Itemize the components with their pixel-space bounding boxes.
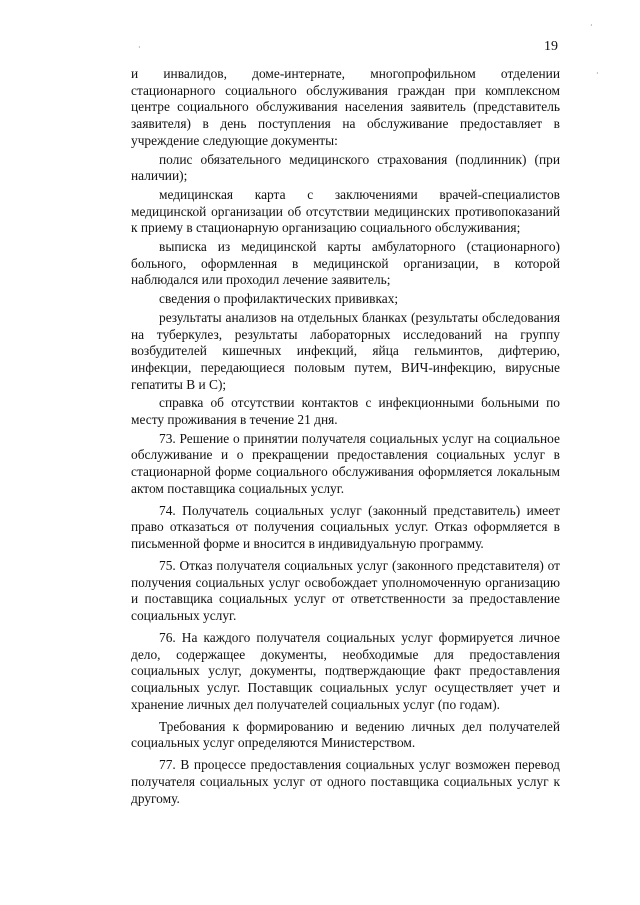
clause-77: 77. В процессе предоставления социальных услуг возможен перевод получателя социальных услуг от одного поставщика социальных услуг к другому. (131, 757, 560, 806)
list-item: результаты анализов на отдельных бланках (результаты обследования на туберкулез, результаты лабораторных исследований на группу возбудителей кишечных инфекций, яйца гельминтов, дифтерию, инфекции, передающиеся половым путем, ВИЧ-инфекцию, вирусные гепатиты В и С); (131, 309, 560, 392)
scan-artifact: · (590, 21, 593, 30)
scan-artifact: · (138, 43, 141, 52)
list-item: полис обязательного медицинского страхования (подлинник) (при наличии); (131, 151, 560, 184)
list-item: выписка из медицинской карты амбулаторного (стационарного) больного, оформленная в медицинской организации, в которой наблюдался или проходил лечение заявитель; (131, 239, 560, 288)
list-item: справка об отсутствии контактов с инфекционными больными по месту проживания в течение 21 дня. (131, 395, 560, 428)
clause-74: 74. Получатель социальных услуг (законный представитель) имеет право отказаться от получения социальных услуг. Отказ оформляется в письменной форме и вносится в индивидуальную программу. (131, 502, 560, 552)
list-item: сведения о профилактических прививках; (159, 291, 399, 307)
clause-76: 76. На каждого получателя социальных услуг формируется личное дело, содержащее документы, необходимые для предоставления социальных услуг, документы, подтверждающие факт предоставления социальных услуг. Поставщик социальных услуг осуществляет учет и хранение личных дел получателей социальных услуг (по годам). (131, 630, 560, 712)
scan-artifact: · (596, 69, 599, 78)
clause-73: 73. Решение о принятии получателя социальных услуг на социальное обслуживание и о прекращении предоставления социальных услуг в стационарной форме социального обслуживания оформляется локальным актом поставщика социальных услуг. (131, 430, 560, 496)
paragraph: Требования к формированию и ведению личных дел получателей социальных услуг определяются Министерством. (131, 718, 560, 751)
list-item: медицинская карта с заключениями врачей-специалистов медицинской организации об отсутствии медицинских противопоказаний к приему в стационарную организацию социального обслуживания; (131, 186, 560, 236)
document-body (131, 66, 560, 813)
paragraph: и инвалидов, доме-интернате, многопрофильном отделении стационарного социального обслуживания граждан при комплексном центре социального обслуживания населения заявитель (представитель заявителя) в день поступления на обслуживание предоставляет в учреждение следующие документы: (131, 66, 560, 148)
clause-75: 75. Отказ получателя социальных услуг (законного представителя) от получения социальных услуг освобождает уполномоченную организацию и поставщика социальных услуг от ответственности за предоставление социальных услуг. (131, 558, 560, 624)
page-number: 19 (544, 39, 558, 54)
